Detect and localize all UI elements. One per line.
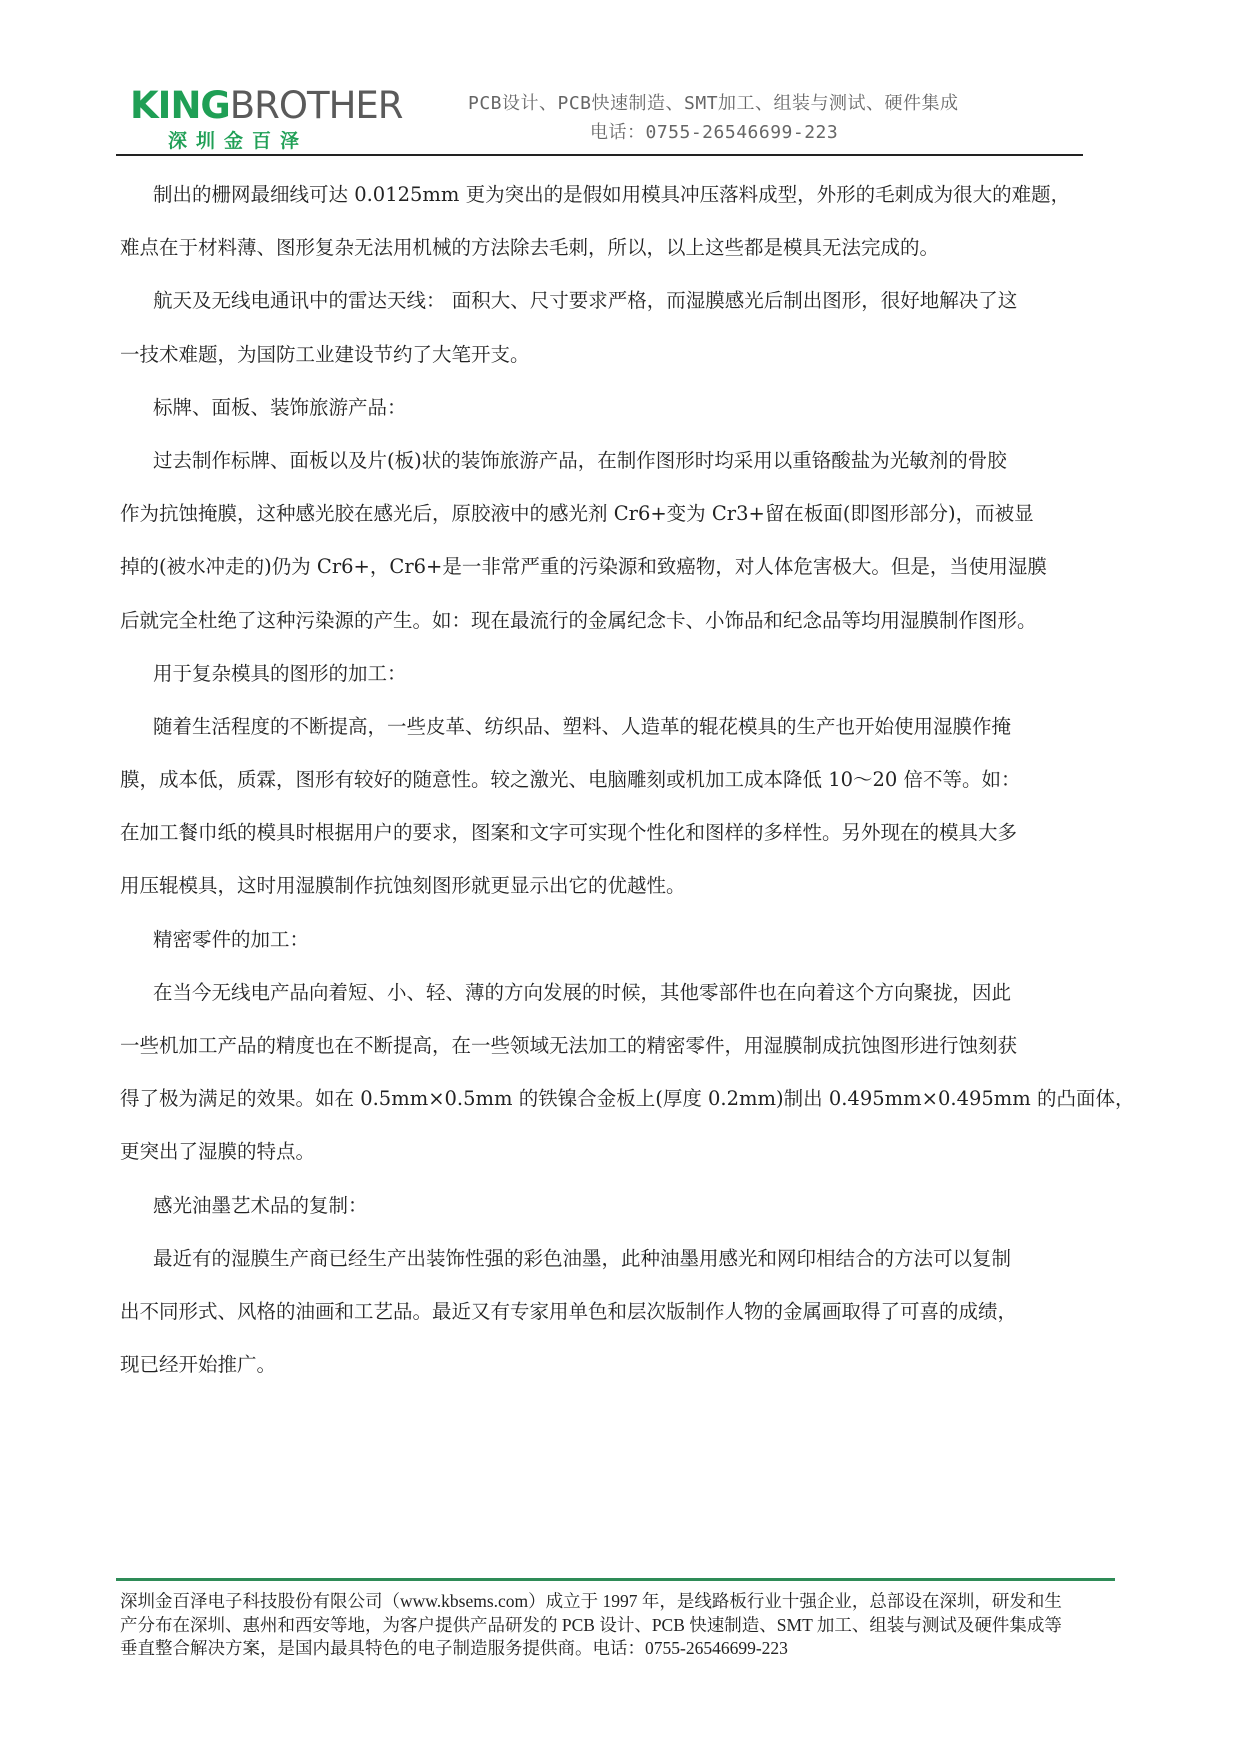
body-text-line: 航天及无线电通讯中的雷达天线： 面积大、尺寸要求严格，而湿膜感光后制出图形，很好地解决了这 [153,289,1018,313]
document-body [120,168,1148,1391]
body-text-line: 现已经开始推广。 [120,1353,277,1377]
body-text-line: 在加工餐巾纸的模具时根据用户的要求，图案和文字可实现个性化和图样的多样性。另外现在的模具大多 [120,821,1018,845]
body-text-line: 得了极为满足的效果。如在 0.5mm×0.5mm 的铁镍合金板上(厚度 0.2mm)制出 0.495mm×0.495mm 的凸面体， [120,1087,1135,1111]
footer-company-info [120,1590,1140,1661]
header-phone: 电话：0755-26546699-223 [590,122,839,143]
header-tagline: PCB设计、PCB快速制造、SMT加工、组装与测试、硬件集成 [468,93,959,114]
body-text-line: 精密零件的加工： [153,927,310,951]
body-text-line: 一些机加工产品的精度也在不断提高，在一些领域无法加工的精密零件，用湿膜制成抗蚀图形进行蚀刻获 [120,1034,1018,1057]
body-text-line: 掉的(被水冲走的)仍为 Cr6+，Cr6+是一非常严重的污染源和致癌物，对人体危害极大。但是，当使用湿膜 [120,555,1047,579]
body-text-line: 难点在于材料薄、图形复杂无法用机械的方法除去毛刺，所以，以上这些都是模具无法完成的。 [120,236,940,260]
header-divider [116,154,1083,156]
logo-wordmark-king: KING [130,84,230,127]
body-text-line: 标牌、面板、装饰旅游产品： [153,395,407,419]
logo-wordmark [130,86,403,126]
body-text-line: 出不同形式、风格的油画和工艺品。最近又有专家用单色和层次版制作人物的金属画取得了可喜的成绩， [120,1299,1018,1323]
body-text-line: 最近有的湿膜生产商已经生产出装饰性强的彩色油墨，此种油墨用感光和网印相结合的方法可以复制 [153,1246,1012,1270]
body-text-line: 更突出了湿膜的特点。 [120,1140,316,1164]
body-text-line: 作为抗蚀掩膜，这种感光胶在感光后，原胶液中的感光剂 Cr6+变为 Cr3+留在板面(即图形部分)，而被显 [120,502,1034,526]
body-text-line: 用于复杂模具的图形的加工： [153,661,407,685]
footer-text-line: 垂直整合解决方案，是国内最具特色的电子制造服务提供商。电话：0755-26546699-223 [120,1638,788,1658]
body-text-line: 过去制作标牌、面板以及片(板)状的装饰旅游产品，在制作图形时均采用以重铬酸盐为光敏剂的骨胶 [153,448,1007,472]
body-text-line: 在当今无线电产品向着短、小、轻、薄的方向发展的时候，其他零部件也在向着这个方向聚拢，因此 [153,980,1012,1004]
body-text-line: 随着生活程度的不断提高，一些皮革、纺织品、塑料、人造革的辊花模具的生产也开始使用湿膜作掩 [153,714,1012,738]
footer-text-line: 产分布在深圳、惠州和西安等地，为客户提供产品研发的 PCB 设计、PCB 快速制造、SMT 加工、组装与测试及硬件集成等 [120,1614,1062,1635]
body-text-line: 后就完全杜绝了这种污染源的产生。如：现在最流行的金属纪念卡、小饰品和纪念品等均用湿膜制作图形。 [120,608,1037,632]
logo-wordmark-brother: BROTHER [229,84,403,127]
footer-text-line: 深圳金百泽电子科技股份有限公司（www.kbsems.com）成立于 1997 年，是线路板行业十强企业，总部设在深圳，研发和生 [120,1591,1062,1611]
body-text-line: 用压辊模具，这时用湿膜制作抗蚀刻图形就更显示出它的优越性。 [120,874,686,898]
body-text-line: 一技术难题，为国防工业建设节约了大笔开支。 [120,342,530,366]
logo-chinese-name: 深圳金百泽 [168,130,309,152]
company-logo [130,86,410,156]
body-text-line: 膜，成本低，质霖，图形有较好的随意性。较之激光、电脑雕刻或机加工成本降低 10～20 倍不等。如： [120,768,1021,792]
body-text-line: 感光油墨艺术品的复制： [153,1193,368,1217]
footer-divider [116,1578,1115,1581]
body-text-line: 制出的栅网最细线可达 0.0125mm 更为突出的是假如用模具冲压落料成型，外形的毛刺成为很大的难题， [153,183,1071,206]
